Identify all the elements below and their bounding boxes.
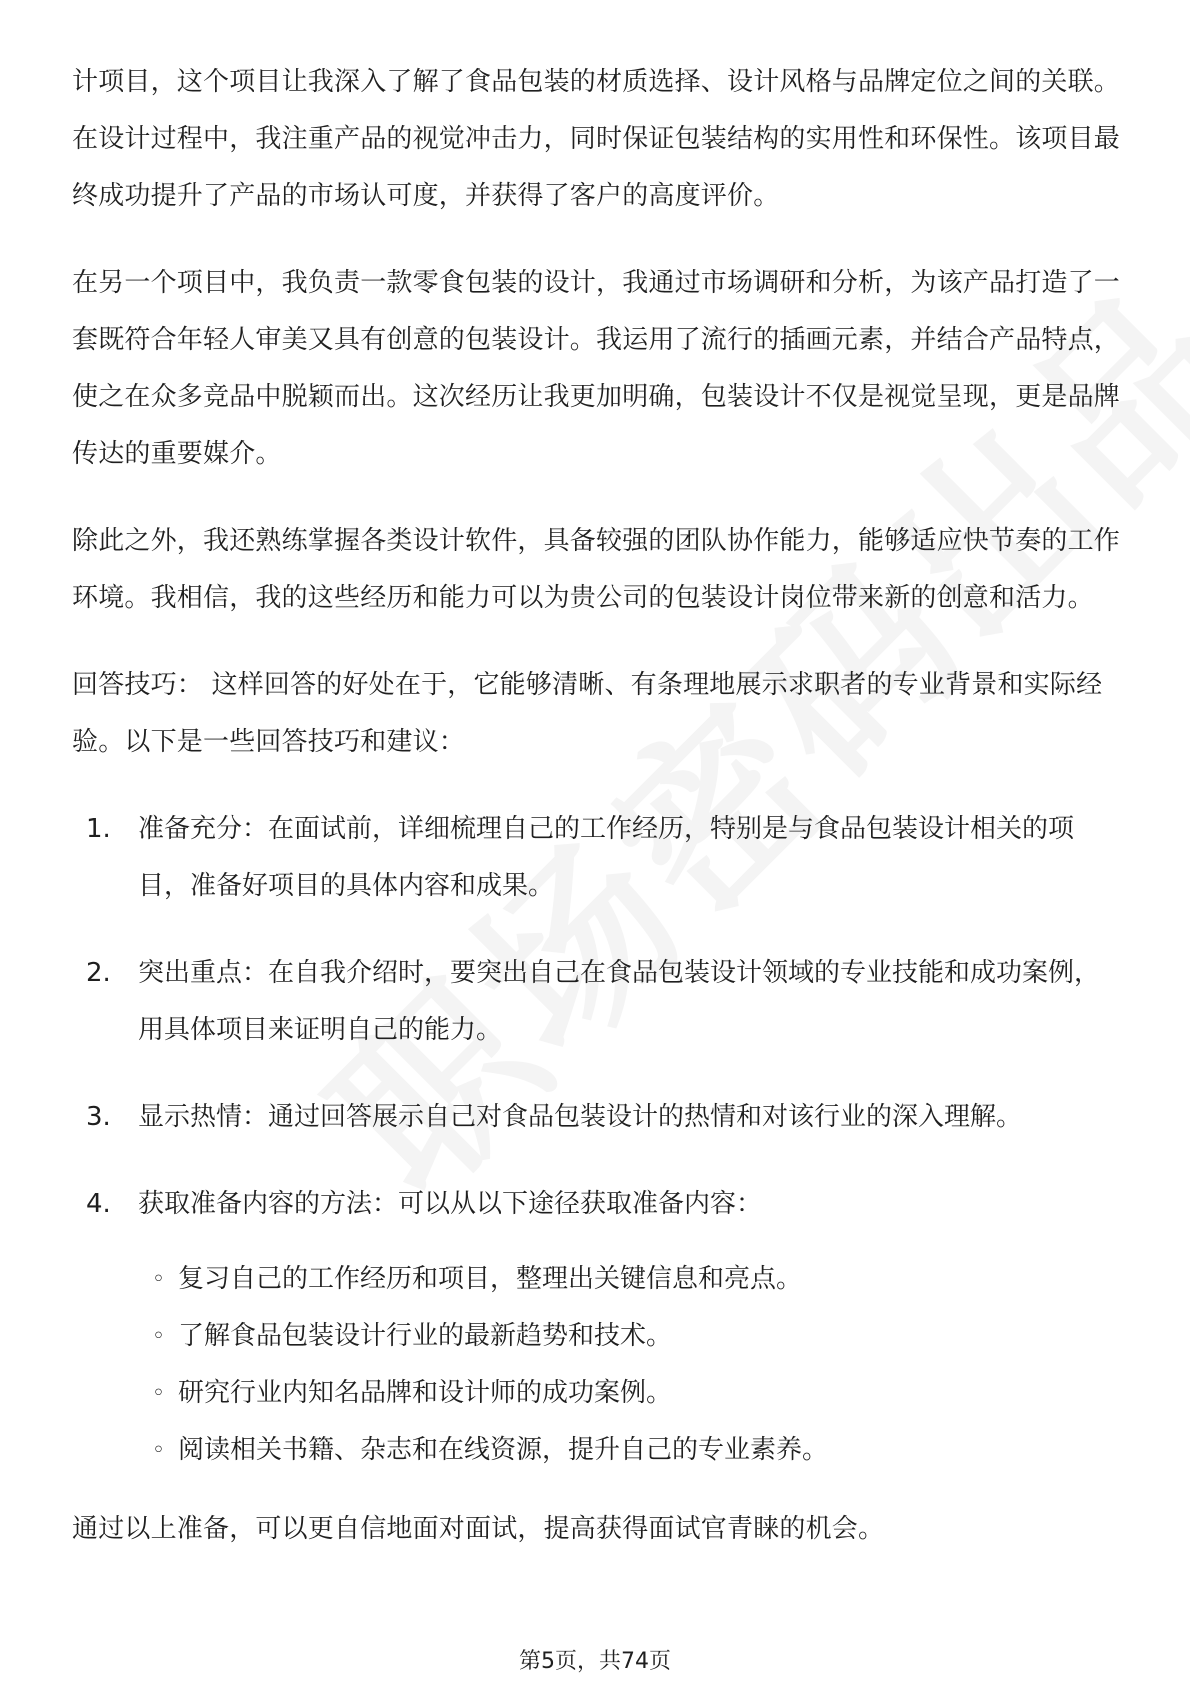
bullet-item <box>72 1308 1122 1365</box>
paragraph-snack-packaging: 在另一个项目中，我负责一款零食包装的设计，我通过市场调研和分析，为该产品打造了一套既符合年轻人审美又具有创意的包装设计。我运用了流行的插画元素，并结合产品特点，使之在众多竞品中脱颖而出。这次经历让我更加明确，包装设计不仅是视觉呈现，更是品牌传达的重要媒介。 <box>72 268 1121 469</box>
bullet-item <box>72 1422 1122 1479</box>
list-number: 1. <box>86 814 111 844</box>
bullet-circle-icon: ◦ <box>152 1324 165 1349</box>
bullet-list <box>72 1251 1122 1479</box>
list-item-text: 显示热情：通过回答展示自己对食品包装设计的热情和对该行业的深入理解。 <box>138 1102 1023 1132</box>
list-item <box>86 801 1122 915</box>
document-body <box>72 54 1122 1588</box>
bullet-circle-icon: ◦ <box>152 1438 165 1463</box>
list-item <box>86 1089 1122 1146</box>
bullet-item <box>72 1251 1122 1308</box>
bullet-item <box>72 1365 1122 1422</box>
bullet-item-text: 了解食品包装设计行业的最新趋势和技术。 <box>178 1321 673 1351</box>
paragraph-project-continuation: 计项目，这个项目让我深入了解了食品包装的材质选择、设计风格与品牌定位之间的关联。在设计过程中，我注重产品的视觉冲击力，同时保证包装结构的实用性和环保性。该项目最终成功提升了产品的市场认可度，并获得了客户的高度评价。 <box>72 67 1121 211</box>
bullet-circle-icon: ◦ <box>152 1381 165 1406</box>
list-item-text: 准备充分：在面试前，详细梳理自己的工作经历，特别是与食品包装设计相关的项目，准备好项目的具体内容和成果。 <box>138 814 1075 901</box>
list-number: 4. <box>86 1189 111 1219</box>
page-number-footer: 第5页，共74页 <box>519 1649 671 1674</box>
paragraph-closing: 通过以上准备，可以更自信地面对面试，提高获得面试官青睐的机会。 <box>72 1514 885 1544</box>
bullet-item-text: 阅读相关书籍、杂志和在线资源，提升自己的专业素养。 <box>178 1435 829 1465</box>
list-item-text: 突出重点：在自我介绍时，要突出自己在食品包装设计领域的专业技能和成功案例，用具体项目来证明自己的能力。 <box>138 958 1101 1045</box>
list-item <box>86 1176 1122 1233</box>
list-item <box>86 945 1122 1059</box>
bullet-item-text: 复习自己的工作经历和项目，整理出关键信息和亮点。 <box>178 1264 803 1294</box>
bullet-item-text: 研究行业内知名品牌和设计师的成功案例。 <box>178 1378 673 1408</box>
paragraph-skills: 除此之外，我还熟练掌握各类设计软件，具备较强的团队协作能力，能够适应快节奏的工作环境。我相信，我的这些经历和能力可以为贵公司的包装设计岗位带来新的创意和活力。 <box>72 526 1121 613</box>
list-item-text: 获取准备内容的方法：可以从以下途径获取准备内容： <box>138 1189 763 1219</box>
list-number: 2. <box>86 958 111 988</box>
paragraph-answer-tips: 回答技巧： 这样回答的好处在于，它能够清晰、有条理地展示求职者的专业背景和实际经验。以下是一些回答技巧和建议： <box>72 670 1103 757</box>
bullet-circle-icon: ◦ <box>152 1267 165 1292</box>
list-number: 3. <box>86 1102 111 1132</box>
numbered-list <box>72 801 1122 1233</box>
